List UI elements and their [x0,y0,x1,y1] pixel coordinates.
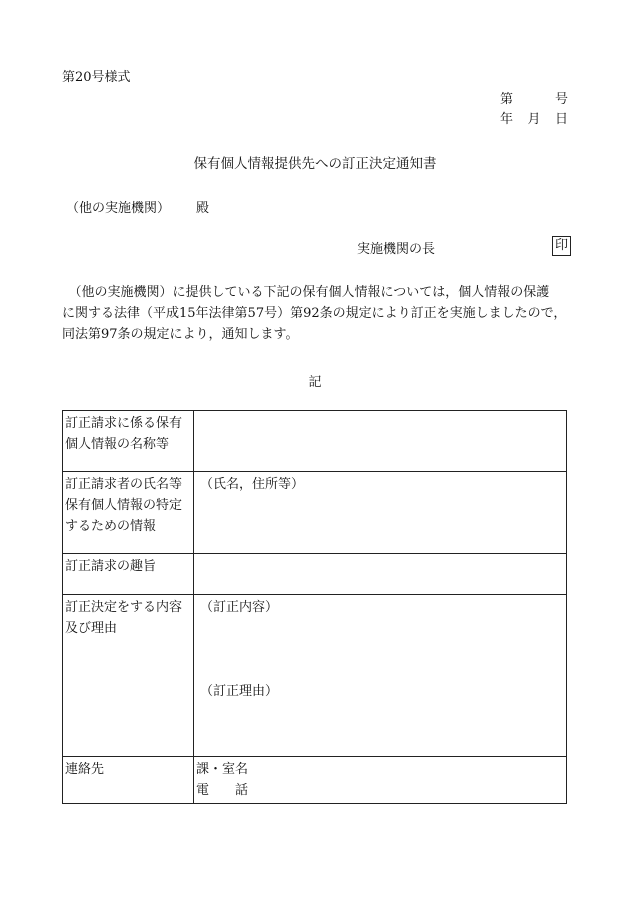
document-title: 保有個人情報提供先への訂正決定通知書 [193,156,437,172]
contact-phone-label: 電 話 [196,783,249,798]
correction-content-label: （訂正内容） [200,600,279,615]
table-row [63,472,567,554]
info-table [62,410,567,804]
form-number: 第20号様式 [62,70,131,85]
correction-reason-label: （訂正理由） [200,684,279,699]
addressee-honorific: 殿 [196,201,210,216]
notice-body-line: に関する法律（平成15年法律第57号）第92条の規定により訂正を実施しましたので， [62,306,567,321]
table-row [63,554,567,595]
row-label: 訂正請求の趣旨 [63,554,194,595]
document-number-prefix: 第 [500,92,514,107]
ki-heading: 記 [308,375,322,390]
row-value-field[interactable] [194,757,567,804]
row-value-field[interactable] [194,554,567,595]
table-row [63,757,567,804]
notice-body-line: （他の実施機関）に提供している下記の保有個人情報については，個人情報の保護 [75,285,550,300]
sender: 実施機関の長 [357,242,436,257]
row-value-field[interactable] [194,595,567,757]
row-label: 訂正請求者の氏名等 保有個人情報の特定 するための情報 [63,472,194,554]
date-year: 年 [500,112,514,127]
addressee-name: （他の実施機関） [66,201,171,216]
row-label: 訂正決定をする内容 及び理由 [63,595,194,757]
date-month: 月 [527,112,541,127]
table-row [63,595,567,757]
date-day: 日 [554,112,568,127]
row-label: 訂正請求に係る保有 個人情報の名称等 [63,411,194,472]
addressee [66,197,209,216]
row-value-field[interactable]: （氏名，住所等） [194,472,567,554]
notice-body-line: 同法第97条の規定により，通知します。 [62,327,299,342]
issue-date [500,108,568,127]
table-row [63,411,567,472]
seal-mark: 印 [552,236,571,256]
row-label: 連絡先 [63,757,194,804]
row-value-field[interactable] [194,411,567,472]
contact-section-label: 課・室名 [196,762,249,777]
document-number [500,88,568,107]
document-number-suffix: 号 [554,92,568,107]
notice-body [62,282,567,345]
